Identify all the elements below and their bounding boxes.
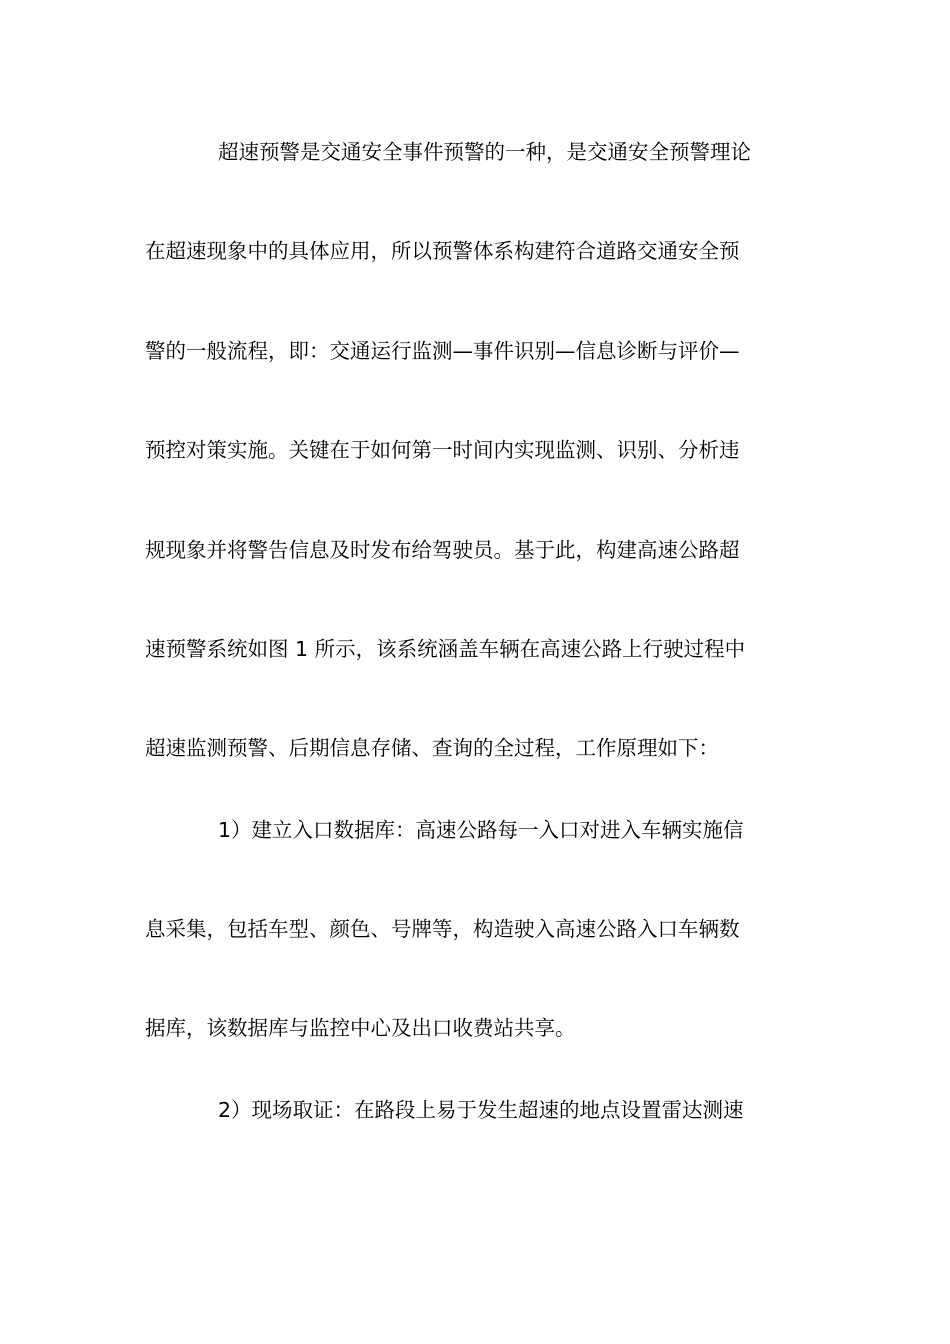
paragraph-1-line-5: 规现象并将警告信息及时发布给驾驶员。基于此，构建高速公路超 bbox=[145, 538, 740, 562]
list-item-1-line-2: 息采集，包括车型、颜色、号牌等，构造驶入高速公路入口车辆数 bbox=[145, 917, 740, 941]
paragraph-1-line-3: 警的一般流程，即：交通运行监测—事件识别—信息诊断与评价— bbox=[145, 339, 740, 363]
paragraph-1-line-1: 超速预警是交通安全事件预警的一种，是交通安全预警理论 bbox=[218, 140, 751, 164]
paragraph-1-line-7: 超速监测预警、后期信息存储、查询的全过程，工作原理如下： bbox=[145, 736, 719, 760]
paragraph-1-line-2: 在超速现象中的具体应用，所以预警体系构建符合道路交通安全预 bbox=[145, 239, 740, 263]
paragraph-1-line-6: 速预警系统如图 1 所示，该系统涵盖车辆在高速公路上行驶过程中 bbox=[145, 637, 746, 661]
list-item-1-line-1: 1）建立入口数据库：高速公路每一入口对进入车辆实施信 bbox=[218, 818, 744, 842]
list-item-2-line-1: 2）现场取证：在路段上易于发生超速的地点设置雷达测速 bbox=[218, 1098, 744, 1122]
list-item-1-line-3: 据库，该数据库与监控中心及出口收费站共享。 bbox=[145, 1016, 576, 1040]
paragraph-1-line-4: 预控对策实施。关键在于如何第一时间内实现监测、识别、分析违 bbox=[145, 438, 740, 462]
